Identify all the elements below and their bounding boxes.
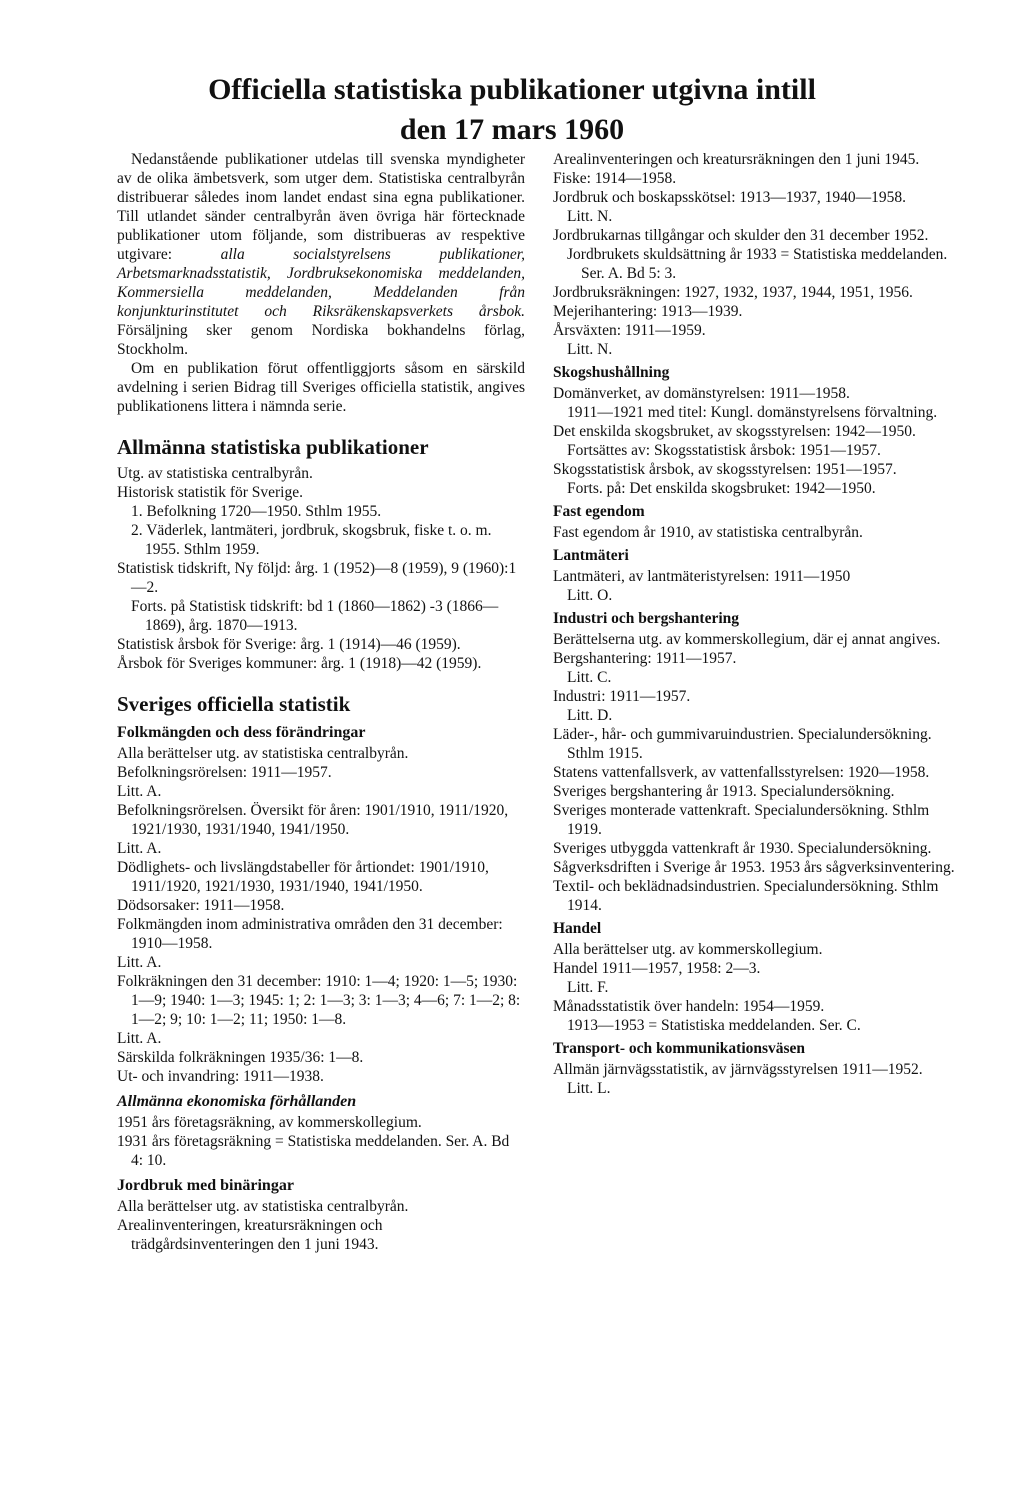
intro-text: Nedanstående publikationer utdelas till svenska myndigheter av de olika ämbetsverk, som utger dem. Statistiska centralbyrån distribuerar således inom landet endast sina egna publikationer. Till utlandet sänder centralbyrån även övriga här förtecknade publikationer utom följande, som distribueras av respektive utgivare: [117,151,525,263]
list-item: Det enskilda skogsbruket, av skogsstyrelsen: 1942—1950. [553,423,916,440]
list-item: Handel 1911—1957, 1958: 2—3. [553,960,761,977]
jordbruk-list-left [117,1216,525,1254]
list-item: Litt. O. [567,587,613,604]
list-item: 1951 års företagsräkning, av kommerskollegium. [117,1114,422,1131]
list-item: 1. Befolkning 1720—1950. Sthlm 1955. [131,503,382,520]
list-item: Litt. N. [567,341,613,358]
list-item: Statistisk tidskrift, Ny följd: årg. 1 (1952)—8 (1959), 9 (1960):1—2. [117,560,517,596]
allmanna-list [117,464,525,673]
list-item: Litt. L. [567,1080,611,1097]
list-item: Litt. D. [567,707,613,724]
list-item: Folkmängden inom administrativa områden den 31 december: 1910—1958. [117,916,503,952]
list-item: Befolkningsrörelsen: 1911—1957. [117,764,332,781]
subheading-lantmateri: Lantmäteri [553,547,629,564]
section-heading-sos: Sveriges officiella statistik [117,692,351,716]
list-item: Sveriges bergshantering år 1913. Specialundersökning. [553,783,895,800]
list-item: Jordbruksräkningen: 1927, 1932, 1937, 1944, 1951, 1956. [553,284,913,301]
list-item: Fortsättes av: Skogsstatistisk årsbok: 1951—1957. [567,442,881,459]
list-item: Textil- och beklädnadsindustrien. Specialundersökning. Sthlm 1914. [553,878,939,914]
list-item: Utg. av statistiska centralbyrån. [117,465,313,482]
transport-list [553,1060,958,1098]
list-item: Årsväxten: 1911—1959. [553,322,706,339]
list-item: Litt. A. [117,1030,162,1047]
list-item: Forts. på Statistisk tidskrift: bd 1 (1860—1862) -3 (1866—1869), årg. 1870—1913. [131,598,499,634]
list-item: Jordbrukets skuldsättning år 1933 = Statistiska meddelanden. Ser. A. Bd 5: 3. [567,246,948,282]
subheading-fast-egendom: Fast egendom [553,503,645,520]
fast-list [553,523,958,542]
subheading-folkmangden: Folkmängden och dess förändringar [117,724,366,741]
list-item: Fiske: 1914—1958. [553,170,677,187]
list-item: 1913—1953 = Statistiska meddelanden. Ser. C. [567,1017,861,1034]
list-item: Lantmäteri, av lantmäteristyrelsen: 1911—1950 [553,568,851,585]
list-item: Sågverksdriften i Sverige år 1953. 1953 års sågverksinventering. [553,859,955,876]
folkmangden-lead: Alla berättelser utg. av statistiska centralbyrån. [117,745,409,762]
list-item: Månadsstatistik över handeln: 1954—1959. [553,998,825,1015]
list-item: Allmän järnvägsstatistik, av järnvägsstyrelsen 1911—1952. [553,1061,923,1078]
list-item: Litt. A. [117,783,162,800]
list-item: 1911—1921 med titel: Kungl. domänstyrelsens förvaltning. [567,404,938,421]
jordbruk-list-right [553,150,958,359]
industri-list [553,630,958,915]
intro-paragraph-2: Om en publikation förut offentliggjorts såsom en särskild avdelning i serien Bidrag till Sveriges officiella statistik, angives publikationens littera i nämnda serie. [117,360,525,415]
handel-list [553,940,958,1035]
ekonomiska-list [117,1113,525,1170]
section-heading-allmanna: Allmänna statistiska publikationer [117,435,429,459]
subheading-jordbruk: Jordbruk med binäringar [117,1177,294,1194]
list-item: Arealinventeringen, kreatursräkningen och trädgårdsinventeringen den 1 juni 1943. [117,1217,383,1253]
list-item: Fast egendom år 1910, av statistiska centralbyrån. [553,524,863,541]
skog-list [553,384,958,498]
list-item: Litt. A. [117,954,162,971]
subheading-ekonomiska: Allmänna ekonomiska förhållanden [117,1093,357,1110]
list-item: Litt. F. [567,979,609,996]
list-item: Forts. på: Det enskilda skogsbruket: 1942—1950. [567,480,876,497]
list-item: Bergshantering: 1911—1957. [553,650,737,667]
list-item: Dödsorsaker: 1911—1958. [117,897,285,914]
list-item: 1931 års företagsräkning = Statistiska meddelanden. Ser. A. Bd 4: 10. [117,1133,510,1169]
left-column [117,150,525,1254]
subheading-industri: Industri och bergshantering [553,610,740,627]
list-item: Befolkningsrörelsen. Översikt för åren: 1901/1910, 1911/1920, 1921/1930, 1931/1940, 1941/1950. [117,802,509,838]
list-item: Historisk statistik för Sverige. [117,484,303,501]
right-column [553,150,958,1098]
lant-list [553,567,958,605]
list-item: Berättelserna utg. av kommerskollegium, där ej annat angives. [553,631,941,648]
list-item: Ut- och invandring: 1911—1938. [117,1068,324,1085]
list-item: Särskilda folkräkningen 1935/36: 1—8. [117,1049,364,1066]
list-item: Skogsstatistisk årsbok, av skogsstyrelsen: 1951—1957. [553,461,897,478]
list-item: Jordbruk och boskapsskötsel: 1913—1937, 1940—1958. [553,189,907,206]
page-title-line-2: den 17 mars 1960 [399,113,625,146]
intro-paragraph-1 [117,150,525,359]
list-item: 2. Väderlek, lantmäteri, jordbruk, skogsbruk, fiske t. o. m. 1955. Sthlm 1959. [131,522,492,558]
subheading-transport: Transport- och kommunikationsväsen [553,1040,806,1057]
list-item: Litt. C. [567,669,612,686]
list-item: Läder-, hår- och gummivaruindustrien. Specialundersökning. Sthlm 1915. [553,726,932,762]
intro-sales-text: Försäljning sker genom Nordiska bokhandelns förlag, Stockholm. [117,322,525,358]
list-item: Dödlighets- och livslängdstabeller för årtiondet: 1901/1910, 1911/1920, 1921/1930, 1931/1940, 1941/1950. [117,859,489,895]
list-item: Litt. A. [117,840,162,857]
list-item: Statistisk årsbok för Sverige: årg. 1 (1914)—46 (1959). [117,636,461,653]
list-item: Statens vattenfallsverk, av vattenfallsstyrelsen: 1920—1958. [553,764,930,781]
list-item: Litt. N. [567,208,613,225]
list-item: Årsbok för Sveriges kommuner: årg. 1 (1918)—42 (1959). [117,655,482,672]
folkmangden-list [117,763,525,1086]
list-item: Arealinventeringen och kreatursräkningen den 1 juni 1945. [553,151,920,168]
list-item: Sveriges monterade vattenkraft. Specialundersökning. Sthlm 1919. [553,802,930,838]
list-item: Industri: 1911—1957. [553,688,691,705]
list-item: Folkräkningen den 31 december: 1910: 1—4; 1920: 1—5; 1930: 1—9; 1940: 1—3; 1945: 1; 2: 1—3; 3: 1—3; 4—6; 7: 1—2; 8: 1—2; 9; 10: 1—2; 11; 1950: 1—8. [117,973,521,1028]
jordbruk-lead: Alla berättelser utg. av statistiska centralbyrån. [117,1198,409,1215]
subheading-skogshushallning: Skogshushållning [553,364,670,381]
intro-italic-list: alla socialstyrelsens publikationer, Arbetsmarknadsstatistik, Jordbruksekonomiska meddelanden, Kommersiella meddelanden, Meddelanden från konjunkturinstitutet och Riksräkenskapsverkets årsbok. [117,246,525,320]
list-item: Jordbrukarnas tillgångar och skulder den 31 december 1952. [553,227,929,244]
list-item: Mejerihantering: 1913—1939. [553,303,743,320]
subheading-handel: Handel [553,920,602,937]
list-item: Alla berättelser utg. av kommerskollegium. [553,941,823,958]
list-item: Domänverket, av domänstyrelsen: 1911—1958. [553,385,850,402]
list-item: Sveriges utbyggda vattenkraft år 1930. Specialundersökning. [553,840,932,857]
page-title-line-1: Officiella statistiska publikationer utgivna intill [208,73,816,106]
